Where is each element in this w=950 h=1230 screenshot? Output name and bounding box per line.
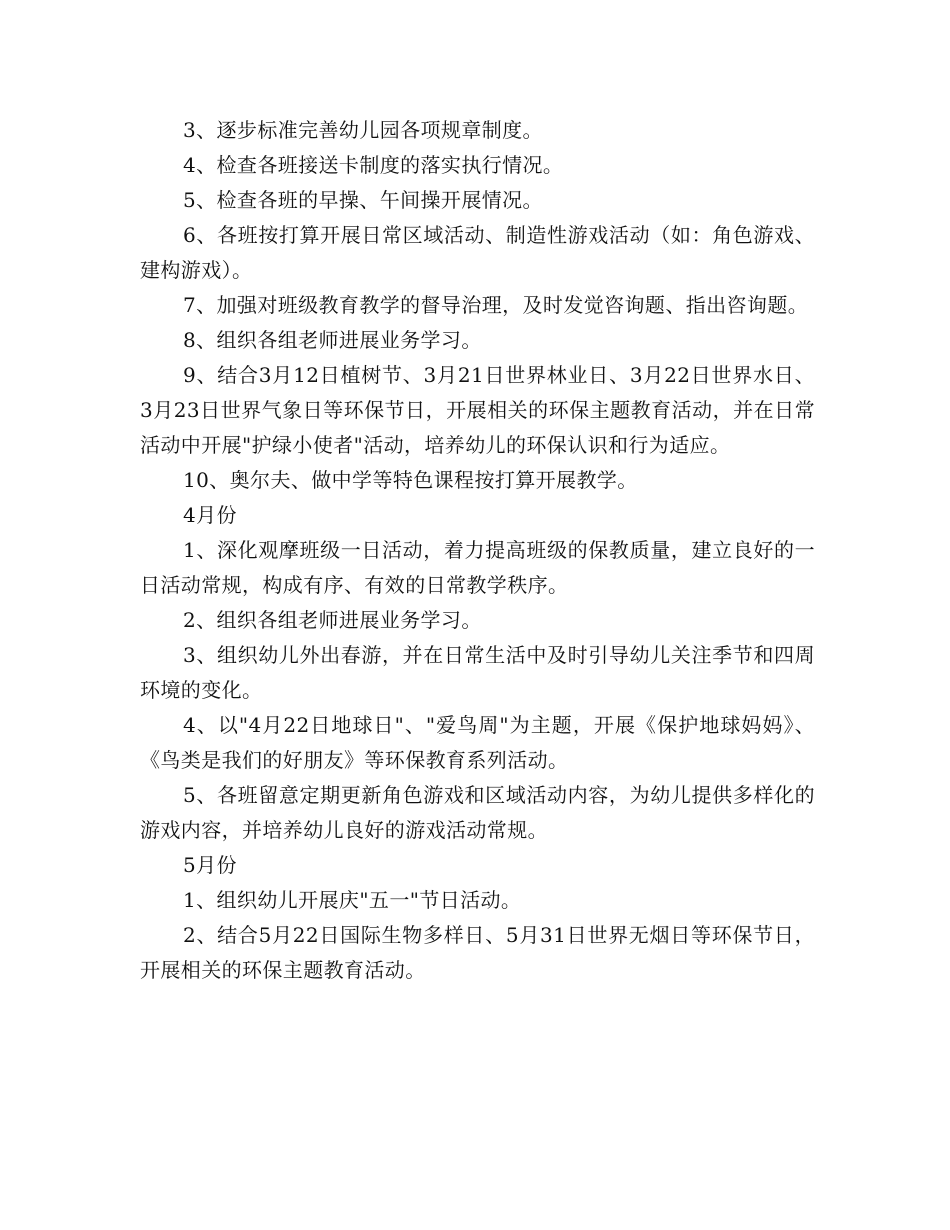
document-body [140, 113, 815, 988]
april-item-4: 4、以"4月22日地球日"、"爱鸟周"为主题，开展《保护地球妈妈》、《鸟类是我们的好朋友》等环保教育系列活动。 [140, 713, 815, 772]
paragraph-item-10: 10、奥尔夫、做中学等特色课程按打算开展教学。 [183, 468, 638, 492]
april-item-2: 2、组织各组老师进展业务学习。 [183, 608, 482, 632]
april-item-3: 3、组织幼儿外出春游，并在日常生活中及时引导幼儿关注季节和四周环境的变化。 [140, 643, 815, 702]
paragraph-item-4: 4、检查各班接送卡制度的落实执行情况。 [183, 153, 564, 177]
paragraph-item-3: 3、逐步标准完善幼儿园各项规章制度。 [183, 118, 543, 142]
paragraph-item-5: 5、检查各班的早操、午间操开展情况。 [183, 188, 543, 212]
paragraph-item-7: 7、加强对班级教育教学的督导治理，及时发觉咨询题、指出咨询题。 [183, 293, 809, 317]
may-item-1: 1、组织幼儿开展庆"五一"节日活动。 [183, 888, 522, 912]
section-heading-april: 4月份 [183, 503, 237, 527]
paragraph-item-6: 6、各班按打算开展日常区域活动、制造性游戏活动（如：角色游戏、建构游戏）。 [140, 223, 815, 282]
april-item-5: 5、各班留意定期更新角色游戏和区域活动内容，为幼儿提供多样化的游戏内容，并培养幼儿良好的游戏活动常规。 [140, 783, 815, 842]
may-item-2: 2、结合5月22日国际生物多样日、5月31日世界无烟日等环保节日，开展相关的环保主题教育活动。 [140, 923, 815, 982]
paragraph-item-9: 9、结合3月12日植树节、3月21日世界林业日、3月22日世界水日、3月23日世界气象日等环保节日，开展相关的环保主题教育活动，并在日常活动中开展"护绿小使者"活动，培养幼儿的环保认识和行为适应。 [140, 363, 815, 457]
section-heading-may: 5月份 [183, 853, 237, 877]
april-item-1: 1、深化观摩班级一日活动，着力提高班级的保教质量，建立良好的一日活动常规，构成有序、有效的日常教学秩序。 [140, 538, 815, 597]
paragraph-item-8: 8、组织各组老师进展业务学习。 [183, 328, 482, 352]
